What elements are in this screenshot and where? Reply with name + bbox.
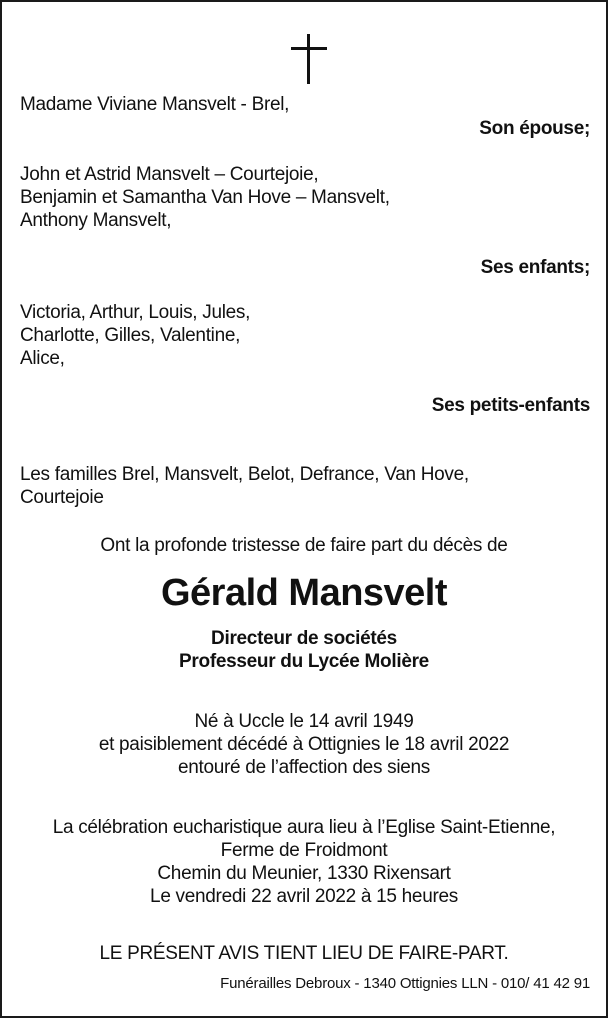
- children-role: Ses enfants;: [480, 257, 590, 278]
- spouse-role: Son épouse;: [479, 118, 590, 139]
- ceremony-line: Chemin du Meunier, 1330 Rixensart: [157, 863, 451, 884]
- families-line: Courtejoie: [20, 487, 104, 508]
- funeral-home-footer: Funérailles Debroux - 1340 Ottignies LLN - 010/ 41 42 91: [220, 975, 590, 992]
- child-line: Benjamin et Samantha Van Hove – Mansvelt,: [20, 187, 390, 208]
- life-line: et paisiblement décédé à Ottignies le 18 avril 2022: [98, 734, 510, 755]
- ceremony-line: Ferme de Froidmont: [220, 840, 388, 861]
- latin-cross-icon: [291, 34, 327, 86]
- deceased-name: Gérald Mansvelt: [160, 572, 448, 614]
- child-line: John et Astrid Mansvelt – Courtejoie,: [20, 164, 319, 185]
- grandchild-line: Victoria, Arthur, Louis, Jules,: [20, 302, 251, 323]
- faire-part-notice: LE PRÉSENT AVIS TIENT LIEU DE FAIRE-PART.: [99, 943, 509, 964]
- grandchildren-role: Ses petits-enfants: [431, 395, 590, 416]
- grandchild-line: Charlotte, Gilles, Valentine,: [20, 325, 241, 346]
- deceased-title: Professeur du Lycée Molière: [179, 651, 429, 672]
- ceremony-line: La célébration eucharistique aura lieu à l’Eglise Saint-Etienne,: [52, 817, 556, 838]
- announcement-text: Ont la profonde tristesse de faire part du décès de: [100, 535, 508, 556]
- grandchild-line: Alice,: [20, 348, 65, 369]
- child-line: Anthony Mansvelt,: [20, 210, 172, 231]
- families-line: Les familles Brel, Mansvelt, Belot, Defrance, Van Hove,: [20, 464, 469, 485]
- life-line: entouré de l’affection des siens: [177, 757, 430, 778]
- ceremony-line: Le vendredi 22 avril 2022 à 15 heures: [150, 886, 458, 907]
- deceased-title: Directeur de sociétés: [211, 628, 397, 649]
- life-line: Né à Uccle le 14 avril 1949: [194, 711, 414, 732]
- spouse-name: Madame Viviane Mansvelt - Brel,: [20, 94, 290, 115]
